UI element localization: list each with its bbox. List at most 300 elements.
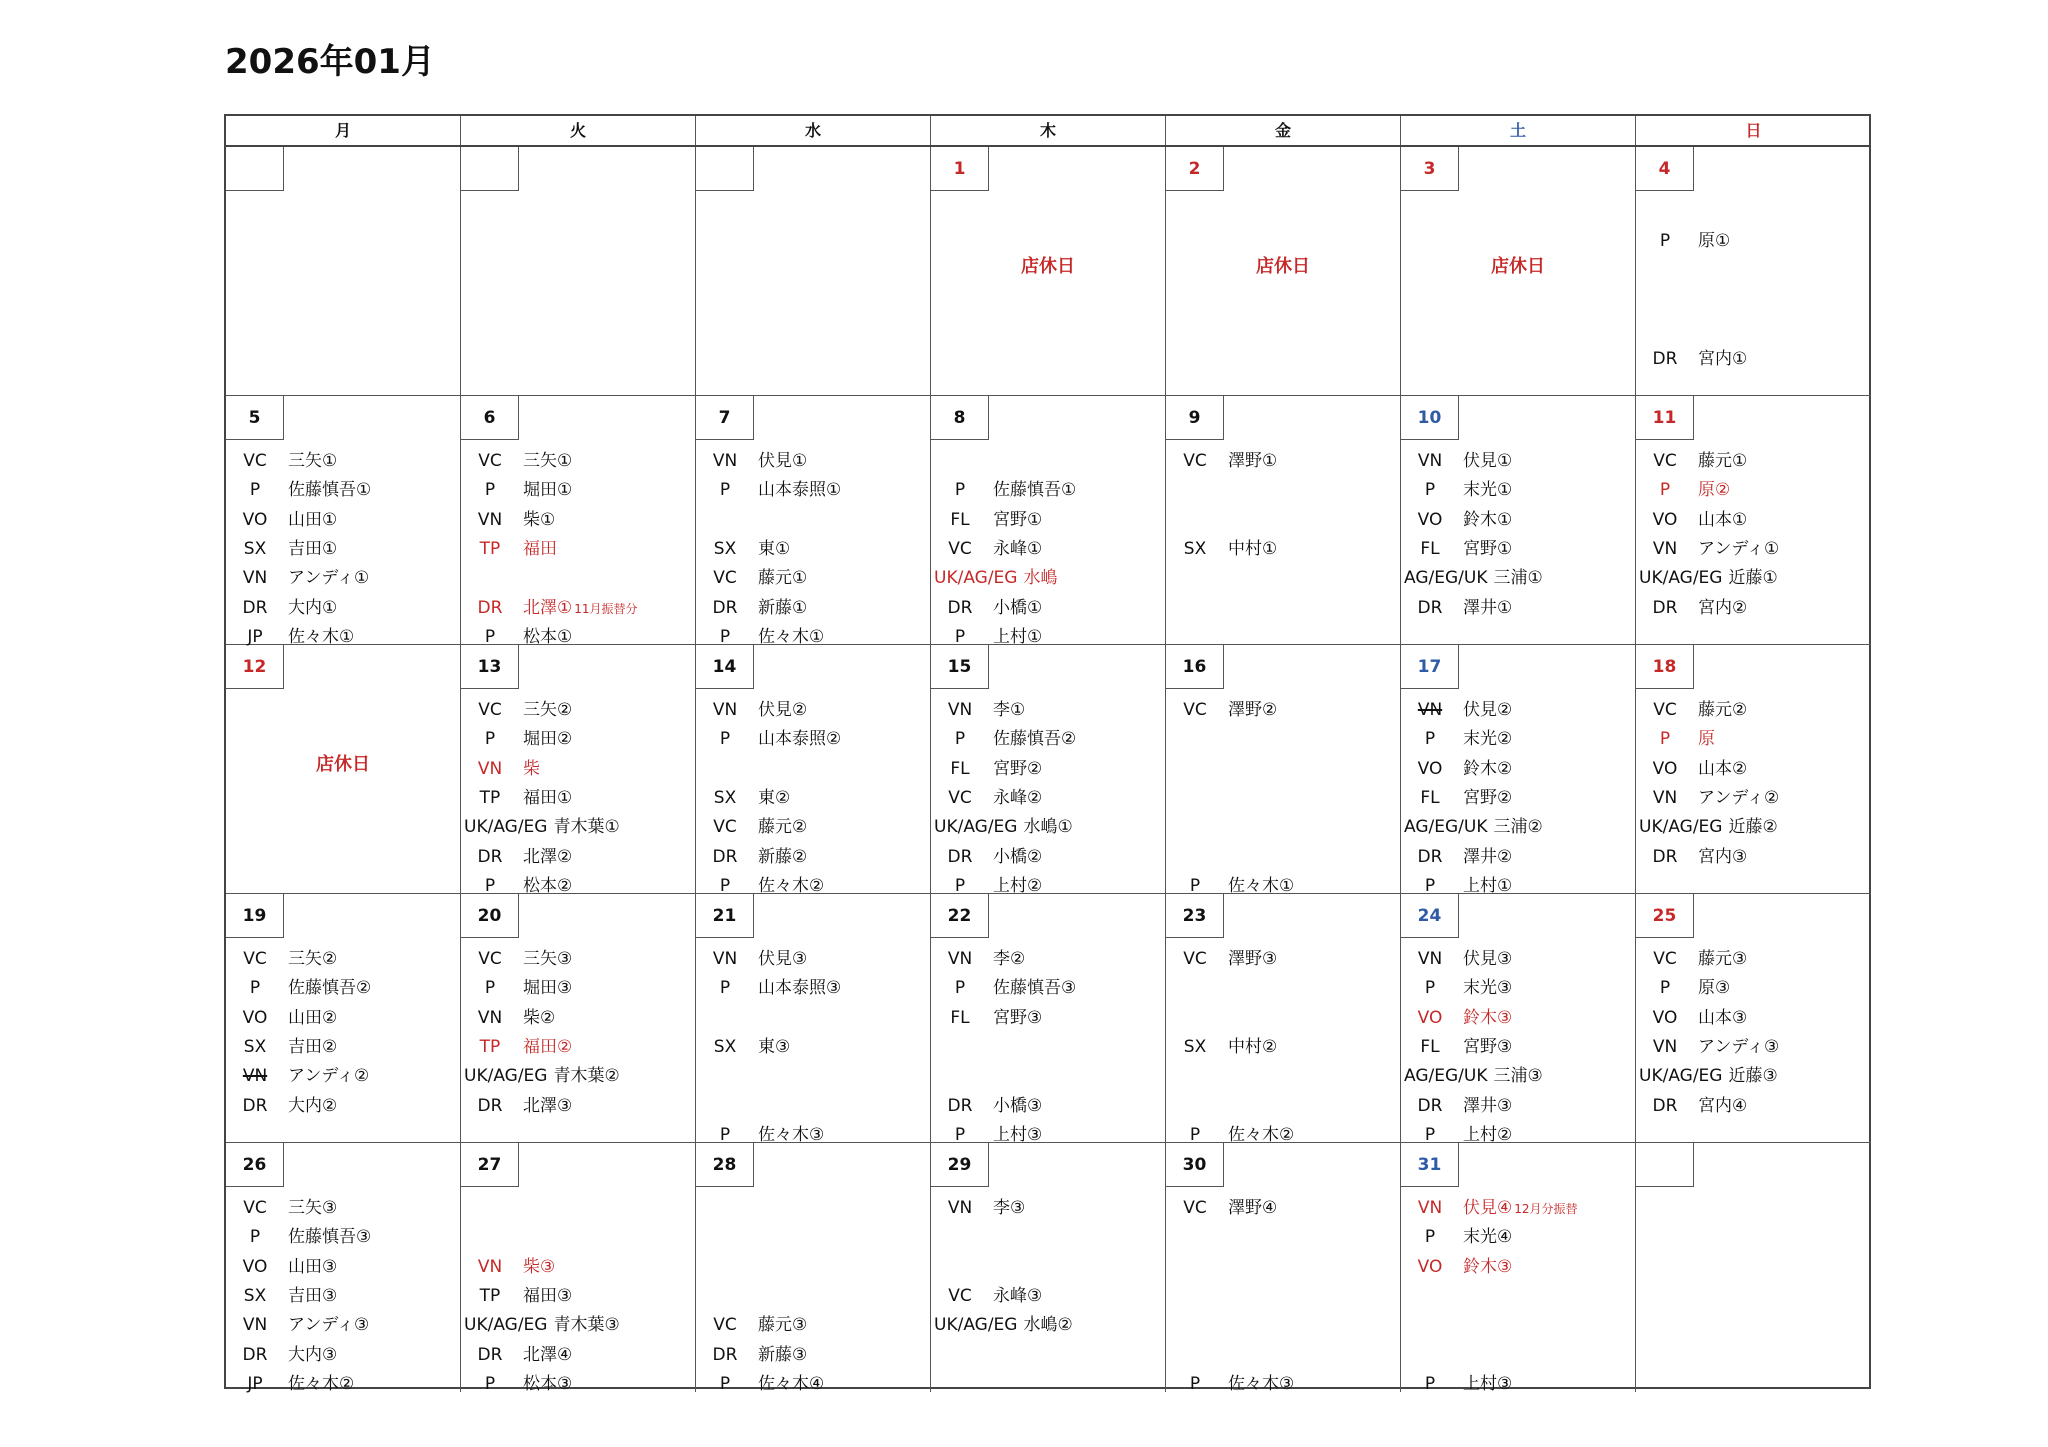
student-name: 東③ [758,1036,791,1057]
day-cell[interactable] [696,894,931,1143]
lesson-entry[interactable] [696,450,807,472]
lesson-entry[interactable] [696,538,790,560]
lesson-entry[interactable] [696,1314,807,1336]
day-cell[interactable] [696,1143,931,1392]
lesson-entry[interactable] [1166,948,1277,970]
lesson-entry[interactable] [696,1036,790,1058]
lesson-entry[interactable] [1636,699,1747,721]
instrument-code: VN [1417,1198,1443,1218]
instrument-code: P [1659,480,1671,501]
lesson-entry[interactable] [1401,948,1512,970]
lesson-entry[interactable] [461,1344,572,1366]
lesson-entry[interactable] [461,479,572,501]
lesson-entry[interactable] [931,787,1042,809]
instrument-code: VC [243,949,267,969]
day-cell[interactable] [226,645,461,894]
day-cell[interactable] [1636,396,1871,645]
day-cell[interactable] [461,396,696,645]
student-name: 佐々木① [1228,875,1295,896]
day-cell[interactable] [1401,894,1636,1143]
lesson-entry[interactable] [1636,509,1747,531]
instrument-code: VC [1653,700,1677,720]
lesson-entry[interactable] [461,1285,572,1307]
student-name: 山田① [288,509,338,530]
instrument-code: UK/AG/EG [934,817,1018,838]
student-name: 佐々木③ [758,1124,825,1145]
student-name: 小橋② [993,846,1043,867]
instrument-code: P [1189,1373,1201,1394]
lesson-entry[interactable] [226,1256,337,1278]
instrument-code: FL [1420,538,1440,559]
student-name: 宮野① [1463,538,1513,559]
student-name: 三浦② [1493,817,1543,838]
lesson-entry[interactable] [226,597,337,619]
instrument-code: VO [1652,509,1678,530]
instrument-code: P [484,729,496,750]
instrument-code: SX [243,538,267,559]
lesson-entry[interactable] [696,728,841,750]
instrument-code: DR [242,1095,268,1116]
lesson-entry[interactable] [461,1256,555,1278]
student-name: 佐々木② [288,1373,355,1394]
day-cell[interactable] [461,1143,696,1392]
instrument-code: UK/AG/EG [1639,568,1723,589]
lesson-entry[interactable] [1401,1256,1512,1278]
lesson-entry[interactable] [931,728,1076,750]
student-name: 東② [758,787,791,808]
lesson-entry[interactable] [931,699,1025,721]
lesson-entry[interactable] [461,787,572,809]
lesson-entry[interactable] [461,699,572,721]
lesson-entry[interactable] [226,1314,369,1336]
instrument-code: FL [950,1007,970,1028]
instrument-code: VC [1183,451,1207,471]
instrument-code: VN [712,949,738,969]
lesson-entry[interactable] [1636,567,1778,589]
lesson-entry[interactable] [1401,1197,1578,1219]
lesson-entry[interactable] [1636,450,1747,472]
instrument-code: VN [1652,787,1678,808]
lesson-entry[interactable] [696,977,841,999]
lesson-entry[interactable] [226,1344,337,1366]
lesson-entry[interactable] [226,509,337,531]
student-name: 松本③ [523,1373,573,1394]
lesson-entry[interactable] [696,567,807,589]
instrument-code: SX [713,538,737,559]
lesson-entry-cancelled[interactable] [461,538,557,560]
lesson-entry[interactable] [1401,1373,1512,1395]
lesson-entry[interactable] [1401,846,1512,868]
student-name: 李③ [993,1198,1026,1218]
student-name: 青木葉① [553,817,620,838]
lesson-entry[interactable] [461,728,572,750]
instrument-code: P [719,729,731,750]
instrument-code: DR [242,597,268,618]
day-cell[interactable] [1401,1143,1636,1392]
lesson-entry[interactable] [1636,1095,1747,1117]
student-name: 柴③ [523,1256,556,1277]
instrument-code: P [719,1373,731,1394]
lesson-entry[interactable] [1401,816,1543,838]
lesson-entry[interactable] [461,1007,555,1029]
holiday-label: 店休日 [1021,256,1075,277]
instrument-code: JP [247,1373,263,1394]
instrument-code: VN [947,700,973,720]
student-name: 三浦① [1493,568,1543,589]
student-name: 永峰② [993,787,1043,808]
day-cell[interactable] [461,894,696,1143]
lesson-entry[interactable] [1636,948,1747,970]
lesson-entry[interactable] [461,1065,620,1087]
instrument-code: SX [1183,1036,1207,1057]
instrument-code: P [954,480,966,501]
instrument-code: TP [479,1285,501,1306]
lesson-entry[interactable] [931,758,1042,780]
lesson-entry[interactable] [931,977,1076,999]
lesson-entry[interactable] [226,1285,337,1307]
lesson-entry[interactable] [1636,597,1747,619]
day-cell[interactable] [461,147,696,396]
instrument-code: P [1659,231,1671,252]
day-cell[interactable] [931,147,1166,396]
instrument-code: P [1189,875,1201,896]
day-cell[interactable] [696,645,931,894]
instrument-code: VC [713,1315,737,1336]
student-name: 吉田① [288,538,338,559]
student-name: 宮内① [1698,348,1748,369]
day-number: 16 [1166,645,1224,689]
lesson-entry[interactable] [1636,479,1730,501]
lesson-entry[interactable] [1636,787,1779,809]
student-name: 伏見③ [1463,949,1513,969]
instrument-code: JP [247,626,263,647]
day-cell[interactable] [931,645,1166,894]
lesson-entry[interactable] [1401,977,1512,999]
student-name: アンディ① [1698,538,1780,559]
lesson-entry[interactable] [461,509,555,531]
lesson-entry[interactable] [226,450,337,472]
student-name: 鈴木③ [1463,1256,1513,1277]
day-number: 30 [1166,1143,1224,1187]
lesson-entry[interactable] [1636,1036,1779,1058]
student-name: 宮野② [1463,787,1513,808]
lesson-entry[interactable] [931,479,1076,501]
day-cell[interactable] [1166,894,1401,1143]
weekday-header: 水 [696,116,931,145]
student-name: 永峰① [993,538,1043,559]
instrument-code: FL [1420,1036,1440,1057]
lesson-entry[interactable] [226,1373,354,1395]
day-cell[interactable] [1401,645,1636,894]
day-cell[interactable] [226,396,461,645]
student-name: 藤元② [1698,700,1748,720]
lesson-entry-cancelled[interactable] [461,758,540,780]
day-number: 18 [1636,645,1694,689]
lesson-entry[interactable] [1401,1036,1512,1058]
lesson-entry[interactable] [696,816,807,838]
day-cell[interactable] [1636,147,1871,396]
instrument-code: VC [1183,1198,1207,1218]
lesson-entry-cancelled[interactable] [1401,1007,1512,1029]
lesson-entry[interactable] [931,846,1042,868]
lesson-entry[interactable] [226,1036,337,1058]
lesson-entry[interactable] [696,597,807,619]
instrument-code: P [484,626,496,647]
day-number: 1 [931,147,989,191]
student-name: 宮内② [1698,597,1748,618]
lesson-entry[interactable] [1166,1036,1277,1058]
instrument-code: VN [477,758,503,779]
lesson-entry[interactable] [226,948,337,970]
lesson-entry[interactable] [461,948,572,970]
day-cell[interactable] [1636,1143,1871,1392]
lesson-entry[interactable] [226,977,371,999]
lesson-entry[interactable] [461,597,638,619]
student-name: 東① [758,538,791,559]
lesson-entry[interactable] [931,597,1042,619]
student-name: 山本泰照② [758,729,842,750]
lesson-entry[interactable] [696,787,790,809]
student-name: 宮内④ [1698,1095,1748,1116]
lesson-entry[interactable] [696,479,841,501]
day-cell[interactable] [1166,396,1401,645]
student-name: 末光② [1463,729,1513,750]
day-cell[interactable] [696,147,931,396]
lesson-entry[interactable] [696,948,807,970]
lesson-entry[interactable] [696,846,807,868]
lesson-entry[interactable] [1166,1373,1294,1395]
student-name: アンディ③ [1698,1036,1780,1057]
lesson-entry[interactable] [461,1095,572,1117]
student-name: 澤井③ [1463,1095,1513,1116]
student-name: 北澤④ [523,1344,573,1365]
lesson-entry[interactable] [226,1197,337,1219]
weekday-header-row [226,116,1869,147]
lesson-entry[interactable] [226,1095,337,1117]
day-number [696,147,754,191]
day-cell[interactable] [226,147,461,396]
lesson-entry[interactable] [461,977,572,999]
student-name: 松本② [523,875,573,896]
lesson-entry[interactable] [226,538,337,560]
lesson-entry[interactable] [1636,230,1730,252]
lesson-entry[interactable] [461,450,572,472]
lesson-entry[interactable] [461,816,620,838]
student-name: 堀田③ [523,978,573,999]
instrument-code: DR [477,1344,503,1365]
lesson-entry[interactable] [1636,977,1730,999]
student-name: 佐々木④ [758,1373,825,1394]
student-name: 原② [1698,480,1731,501]
lesson-entry[interactable] [1636,816,1778,838]
day-cell[interactable] [931,396,1166,645]
student-name: 水嶋 [1023,568,1058,589]
lesson-entry[interactable] [696,1373,824,1395]
lesson-entry[interactable] [931,1095,1042,1117]
lesson-entry[interactable] [1166,450,1277,472]
holiday-label: 店休日 [1256,256,1310,277]
lesson-entry[interactable] [1636,846,1747,868]
instrument-code: VO [1417,758,1443,779]
instrument-code: DR [1417,1095,1443,1116]
day-cell[interactable] [1636,645,1871,894]
student-name: 山田② [288,1007,338,1028]
day-cell[interactable] [1636,894,1871,1143]
student-name: 中村① [1228,538,1278,559]
day-cell[interactable] [226,894,461,1143]
lesson-entry[interactable] [931,948,1025,970]
lesson-entry[interactable] [1401,787,1512,809]
day-number: 19 [226,894,284,938]
student-name: 宮野② [993,758,1043,779]
instrument-code: VN [1652,538,1678,559]
instrument-code: VN [712,451,738,471]
student-name: 原① [1698,231,1731,252]
instrument-code: SX [713,787,737,808]
instrument-code: VN [477,1256,503,1277]
student-name: 佐藤慎吾① [993,480,1077,501]
lesson-entry[interactable] [1636,1007,1747,1029]
lesson-entry[interactable] [1166,1197,1277,1219]
instrument-code: P [719,978,731,999]
lesson-entry[interactable] [1401,758,1512,780]
student-name: 李① [993,700,1026,720]
lesson-entry[interactable] [1401,450,1512,472]
lesson-entry[interactable] [931,1197,1025,1219]
student-name: 上村③ [993,1124,1043,1145]
instrument-code: VC [243,1198,267,1218]
instrument-code: VO [1652,1007,1678,1028]
student-name: 山本① [1698,509,1748,530]
lesson-entry[interactable] [1401,567,1543,589]
lesson-entry[interactable] [931,1314,1073,1336]
student-name: 永峰③ [993,1285,1043,1306]
lesson-entry[interactable] [1401,699,1512,721]
lesson-entry[interactable] [1166,538,1277,560]
instrument-code: VN [242,568,268,589]
lesson-entry[interactable] [1401,728,1512,750]
student-name: 新藤② [758,846,808,867]
student-name: 澤野② [1228,700,1278,720]
lesson-entry[interactable] [931,816,1073,838]
lesson-entry[interactable] [931,1007,1042,1029]
lesson-entry[interactable] [226,1226,371,1248]
student-name: 伏見③ [758,949,808,969]
instrument-code: P [954,626,966,647]
student-name: 水嶋① [1023,817,1073,838]
page-title: 2026年01月 [225,42,435,82]
lesson-entry[interactable] [1401,509,1512,531]
day-cell[interactable] [696,396,931,645]
day-cell[interactable] [1166,1143,1401,1392]
day-number: 4 [1636,147,1694,191]
lesson-entry[interactable] [1401,1226,1512,1248]
day-cell[interactable] [931,894,1166,1143]
instrument-code: P [719,626,731,647]
lesson-entry[interactable] [461,1314,620,1336]
instrument-code: DR [947,597,973,618]
day-number: 26 [226,1143,284,1187]
instrument-code: SX [713,1036,737,1057]
instrument-code: DR [1417,846,1443,867]
instrument-code: P [1424,875,1436,896]
lesson-entry[interactable] [931,538,1042,560]
instrument-code: SX [1183,538,1207,559]
day-cell[interactable] [931,1143,1166,1392]
instrument-code: VO [242,1007,268,1028]
weekday-header: 月 [226,116,461,145]
instrument-code: VC [948,1285,972,1306]
weekday-header: 金 [1166,116,1401,145]
instrument-code: VN [1417,949,1443,969]
lesson-entry[interactable] [461,1373,572,1395]
student-name: 小橋③ [993,1095,1043,1116]
day-cell[interactable] [1401,396,1636,645]
instrument-code: VN [947,1198,973,1218]
lesson-entry[interactable] [226,1065,369,1087]
day-cell[interactable] [1401,147,1636,396]
student-name: 上村① [993,626,1043,647]
lesson-entry[interactable] [1166,699,1277,721]
student-name: 藤元① [758,568,808,589]
lesson-entry[interactable] [1401,479,1512,501]
student-name: 澤井① [1463,597,1513,618]
lesson-entry[interactable] [226,1007,337,1029]
student-name: 山本② [1698,758,1748,779]
lesson-entry-cancelled[interactable] [931,567,1057,589]
student-name: 藤元③ [758,1315,808,1336]
instrument-code: P [954,1124,966,1145]
lesson-entry[interactable] [1636,348,1747,370]
instrument-code: P [1424,1373,1436,1394]
instrument-code: VC [478,451,502,471]
lesson-entry[interactable] [931,509,1042,531]
student-name: 堀田② [523,729,573,750]
instrument-code: P [719,1124,731,1145]
lesson-entry[interactable] [1636,758,1747,780]
student-name: 柴② [523,1007,556,1028]
day-cell[interactable] [1166,147,1401,396]
lesson-entry[interactable] [1636,538,1779,560]
lesson-entry[interactable] [931,1285,1042,1307]
lesson-entry[interactable] [461,1036,572,1058]
lesson-entry[interactable] [226,567,369,589]
instrument-code: DR [1652,348,1678,369]
lesson-entry[interactable] [1636,1065,1778,1087]
lesson-entry[interactable] [696,1344,807,1366]
lesson-entry[interactable] [1401,538,1512,560]
student-name: 近藤② [1728,817,1778,838]
day-cell[interactable] [226,1143,461,1392]
lesson-entry-cancelled[interactable] [1636,728,1715,750]
day-number: 6 [461,396,519,440]
lesson-entry[interactable] [1401,1065,1543,1087]
day-number: 2 [1166,147,1224,191]
lesson-entry[interactable] [226,479,371,501]
student-name: 大内② [288,1095,338,1116]
lesson-entry[interactable] [1401,597,1512,619]
lesson-entry[interactable] [1401,1095,1512,1117]
day-number [1636,1143,1694,1187]
lesson-entry[interactable] [696,699,807,721]
lesson-entry[interactable] [461,846,572,868]
day-number [461,147,519,191]
instrument-code: VC [713,817,737,838]
student-name: 伏見④ [1463,1198,1513,1218]
day-cell[interactable] [1166,645,1401,894]
day-cell[interactable] [461,645,696,894]
student-name: 大内① [288,597,338,618]
